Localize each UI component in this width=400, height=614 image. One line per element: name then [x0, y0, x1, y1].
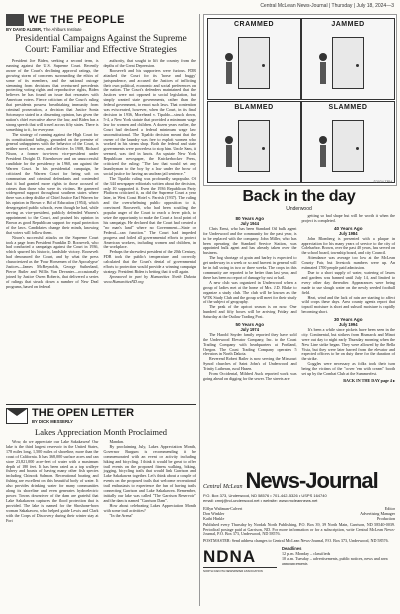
article-column-1 — [6, 59, 99, 290]
cartoon-panel — [301, 101, 395, 183]
column-subtitle: Underwood — [286, 206, 312, 212]
date-heading: July 1984 — [339, 230, 358, 236]
address-line: P.O. Box 373, Underwood, ND 58576 • 701-442-5326 • USPS 164740 — [203, 493, 327, 498]
paragraph: Goggles were necessary as folks took their turn being the victims of the "cover 'em with cream" booth set up by the Combat Club at the Summerfest. — [301, 361, 395, 377]
paragraph: The strategy of running against the High Court for its constitutional failings, grounded on the premise of general unhappiness with the behavior of the Court, is neither novel, nor new, and effective. In 1908, Richard Nixon, a former two-term vice-president under President Dwight D. Eisenhower and an unsuccessful candidate for the presidency in 1960, ran against the Warren Court. In his presidential campaign, he criticized the Warren Court for being soft on communism and criminal defendants and contended that it had granted more rights to those accused of crimes than those who were its victims. He garnered widespread support throughout southern states where there was a deep dislike of Chief Justice Earl Warren for his opinion in Brown v. Bd of Education (1954), which desegregated public schools, even though he had, while serving as vice-president, publicly defended Warren's appointment to the Court, and praised his opinion in Brown as good Republican support for equal protection of the laws. Candidates change their minds, knowing that voters will follow them. — [6, 131, 99, 235]
paragraph: How about celebrating Lakes Appreciation Month with some trail activities? — [103, 502, 196, 513]
figure-icon — [318, 136, 328, 170]
ndna-badge — [203, 547, 277, 573]
door-icon — [332, 37, 364, 89]
open-letter-column — [6, 404, 196, 523]
byline-author: BY DAVID ALDER, — [6, 27, 43, 32]
panel-caption: CRAMMED — [233, 21, 275, 28]
article-headline: Lakes Appreciation Month Proclaimed — [35, 427, 167, 437]
date-heading: July 1944 — [240, 220, 259, 226]
paragraph: John Blomberg is presented with a plaque in appreciation for his many years of service to the city of Coleharbor. Brown, over the past 40 years, has served on the school board, township board, and city Council. — [301, 235, 395, 256]
staff-role: Advertising Manager — [360, 510, 395, 516]
deadline-item: 10 a.m. Tuesday – advertisements, public notices, news and area announcements — [282, 556, 388, 566]
paragraph: Attendance was average too low at the McLean County Fair, but livestock numbers were up. An estimated 1700 people paid admission. — [301, 255, 395, 271]
envelope-icon — [6, 408, 28, 424]
paragraph: Wow, do we appreciate our Lake Sakakawea! Our lake is the third largest reservoir in the United States, 178 miles long, 1,500 miles of shoreline, more than the coast of California. It has 368,000 surface acres and can store 23,821,000 acre-feet of water with a maximum depth of 180 feet. It has been rated as a top walleye fishery and boasts of having many other fish species including Chinook Salmon. Recreational boating and fishing are excellent on this beautiful body of water. It also provides drinking water for many communities along its shoreline and even generates hydroelectric power. Towns downriver of the dam are grateful that Lake Sakakawea captures the flood protection that is provided. The lake is named for the Shoshone-born woman Sakakawea, who helped guide Lewis and Clark with the Corps of Discovery during their winter stay at Fort — [6, 439, 99, 523]
figure-icon — [224, 53, 234, 87]
history-column-1 — [203, 214, 297, 384]
paragraph: "In the Arena" — [109, 512, 134, 518]
deadline-item: 12 p.m. Monday – classifieds — [282, 551, 331, 557]
column-banner — [6, 14, 196, 26]
publication-info: Published every Thursday by Nordak North Publishing, P.O. Box 39, 39 North Main, Garrison, ND 58540-0039. Periodical postage paid at Garrison, ND. For more information or for a subscription, write Central McLean News-Journal, P.O. Box 373, Underwood, ND 58576. — [203, 521, 395, 537]
nameplate-big: News-Journal — [245, 468, 378, 493]
years-ago-heading: 50 Years Ago — [235, 322, 265, 328]
figure-icon — [224, 136, 234, 170]
staff-name: Kathi Hinkle — [203, 515, 225, 521]
continued-link[interactable]: BACK IN THE DAY page 4 ▸ — [343, 378, 395, 383]
panel-caption: SLAMMED — [328, 104, 368, 111]
paragraph: Heat, wind and the lack of rain are starting to affect wild crops these days. Area county agents report that topsoil moisture is short and subsoil moisture is rapidly becoming short. — [301, 294, 395, 315]
years-ago-heading: 40 Years Ago — [333, 225, 363, 231]
staff-role: Editor — [384, 505, 395, 511]
paragraph: Roosevelt and his supporters were furious. FDR attacked the Court for its 'horse and buggy' jurisprudence, and accused the Justices of inflicting their own political, economic and social preferences on the nation. The Court's defenders maintained that the Justices were not opposed to social legislation, but simply wanted state governments, rather than the federal government, to enact such laws. That contention was eviscerated, however, when the Court, in its final decision in 1936, Morehead v. Tipaldo—struck down, 5-4, a New York statute that provided a minimum wage law for women and children. A dozen years earlier, the Court had declared a federal minimum wage law unconstitutional. The Tipaldo decision meant that the owner of the laundry was free to exploit women who worked in his steam shop. Both the federal and state governments were powerless to stop him. Uncle Sam, it seemed, was tied in knots. An upstate New York Republican newspaper, the Knickerbocker Press, criticized the ruling: "The law that would set any laundryman to the boy by a law under the brow of social justice for having an unclean jail sentence." — [103, 67, 196, 176]
column-title: THE OPEN LETTER — [32, 407, 135, 419]
paragraph: The Tipaldo ruling was profoundly unpopular. Of the 344 newspaper editorials written about the decision, only 10 supported it. Even the 1936 Republican Party Platform criticized it, as did the Supreme Court a year later, in West Coast Hotel v. Parrish (1937). The ruling and the overwhelming public opposition to it, convinced Roosevelt, who had been scuttling the popular anger of the Court to reach a fever pitch, to seize the opportunity to make the Court a focal point of his campaign. He declared that the Court had created a "no man's land" where no Government—State or Federal—can function." The Court had impeded progress and foiled all governmental efforts to protect American workers, including women and children, in the workplace. — [103, 175, 196, 250]
paragraph: authority, that sought to lift the country from the depths of the Great Depression. — [103, 58, 196, 68]
article-column-1 — [6, 440, 99, 523]
masthead — [203, 468, 395, 573]
door-icon — [238, 37, 270, 89]
cartoon-panel — [301, 18, 395, 100]
back-in-the-day-column — [203, 188, 395, 384]
column-title: Back in the day — [242, 188, 356, 205]
paragraph: President Joe Biden, seeking a second term, is running against the U.S. Supreme Court. Recently aware of the Court's declining approval ratings, the growing storm of concerns surrounding the ethics of some of its members, and the national outrage stemming from decisions that overturned precedents protecting voting rights and reproductive rights, Biden believes he has found an issue that resonates with American voters. Fierce criticism of the Court's ruling that presidents possess breathtaking immunity from criminal prosecution, a decision that Justice Sonia Sotomayor stated in a dissenting opinion, has given the nation's chief executive above the law, and Biden has a strong speech that will travel across fifty states. There is something to it, for everyone. — [6, 58, 99, 132]
byline-org: The Ahlburs Institute — [43, 27, 82, 32]
years-ago-heading: 80 Years Ago — [235, 216, 265, 221]
ndna-logo: NDNA — [203, 547, 257, 567]
we-the-people-column — [6, 14, 196, 290]
deadlines-title: Deadlines — [282, 546, 302, 552]
deadlines-box — [282, 547, 395, 573]
door-icon — [332, 120, 364, 172]
panel-caption: JAMMED — [331, 21, 365, 28]
contact-line: email: cmnj@nd-underwood.net • website: www.mcleannews.net — [203, 497, 318, 503]
paragraph: The peak of the apricot season is on now. One hundred and fifty boxes will be arriving Friday and Saturday at the Outlaw Trading Post. — [203, 304, 297, 320]
panel-caption: BLAMMED — [234, 104, 274, 111]
header-line: Central McLean News-Journal | Thursday | July 18, 2024—3 — [260, 3, 394, 9]
history-column-2 — [302, 214, 396, 384]
article-column-2 — [104, 59, 197, 290]
paragraph: By proclaiming July, Lakes Appreciation Month, Governor Burgum is recommending it be commemorated with an event or activity including hiking and bicycling. I think it would be great to offer trail events on the proposed fitness walking, biking, jogging, bicycling trails that would link Garrison and Lake Sakakawea together. Let's think about a couple of events on the proposed trails that welcome recreational trail enthusiasts to experience the fun of having trails connecting Garrison and Lake Sakakawea. Remember, initially our lake was called "The Garrison Reservoir" and the dam is named "Garrison Dam". — [103, 443, 196, 503]
paragraph: getting so bad shape but will be worth it when the project is completed. — [301, 213, 395, 223]
paragraph: The Harold Snyder family reported they have sold the Underwood Elevator Company, Inc. to the Coast Trading Company with headquarters at Portland, Oregon. The Coast Trading Company operates 5 elevators in North Dakota. — [203, 331, 297, 357]
article-column-2 — [104, 440, 197, 523]
paragraph: Mandan. — [109, 439, 124, 444]
byline — [6, 27, 196, 32]
nameplate-small: Central McLean — [203, 484, 243, 490]
postmaster-info: POSTMASTER: Send address changes to Central McLean News-Journal, P.O. Box 373, Underwood, ND 58576. — [203, 538, 389, 544]
paragraph: Chris Ernst, who has been Standard Oil bulk agent for Underwood and the community for the past year, is to be replaced with the company. John Miller, who has been operating the Standard Service Station, was appointed bulk agent and has already taken over the business. — [203, 225, 297, 256]
sponsor-note: Sponsored in part by Humanities North Dakota www.HumanitiesND.org — [103, 273, 196, 284]
staff-row — [203, 516, 395, 521]
byline: BY DICK MESSERLY — [32, 419, 73, 424]
column-title: WE THE PEOPLE — [28, 14, 125, 26]
paragraph: Nixon's successful attacks on the Supreme Court took a page from President Franklin D. Roosevelt, who had conducted a campaign against the Court in 1936, which spurred his historic, landslide victory. Roosevelt had denounced the Court, and by what the press characterized as the 'Four Horsemen of the Apocalypse' Justices—James McReynolds, George Sutherland, Pierce Butler and Willis Van Devanter—occasionally joined by Justice Owen Roberts, that delivered a series of rulings that struck down a number of New Deal programs, based on federal — [6, 234, 99, 289]
cartoon-panel — [207, 101, 301, 183]
date-heading: July 1974 — [240, 326, 259, 332]
column-divider — [199, 14, 200, 606]
paragraph: It's been a while since pickets have been seen in the city. Continental, but strikers from Bismarck and Minot were out day to night early Thursday morning when the New Line strike began. They were allowed by the Bella Vista, but they were later barred from the elevator and expected officers to be on duty there for the duration of the strike. — [301, 326, 395, 362]
editorial-cartoon — [203, 14, 397, 186]
years-ago-heading: 30 Years Ago — [333, 317, 363, 323]
paragraph: The hog shortage of grain and barley is expected to get underway in a week or so and harvest in general will be in full swing in two or three weeks. The crops in this community are reported to be better than last year, and there has been no report of damage by rust or hail. — [203, 255, 297, 280]
page-header — [0, 0, 400, 12]
paragraph: Perhaps the shrewdest president of the 20th Century, FDR took the public's temperature and correctly calculated that the Court's denial of governmental efforts to protection would provide a winning campaign strategy. President Biden is betting that it will again. — [103, 249, 196, 274]
we-the-people-icon — [6, 14, 24, 26]
paragraph: Due to a short supply of water, watering of lawns and gardens was banned until July 14, and limited to every other day thereafter. Appearances were being made to use slough water on the newly seeded football field. — [301, 269, 395, 295]
staff-name: Don Winkler — [203, 510, 225, 516]
cartoon-panel — [207, 18, 301, 100]
staff-list — [203, 506, 395, 521]
paragraph: A new club was organized in Underwood when a group of ladies met at the home of Mrs. J.D. Blake to organize a study club. The club will be known as the WTK Study Club and the group will meet for their study of the subject of geography. — [203, 279, 297, 305]
door-icon — [238, 120, 270, 172]
date-heading: July 1994 — [339, 322, 358, 328]
ndna-tagline: NORTH DAKOTA NEWSPAPER ASSOCIATION — [203, 567, 277, 573]
figure-icon — [318, 53, 328, 87]
cartoon-credit: ©2024 TPM — [373, 180, 392, 184]
paragraph: Reverend Robert Bailer is now serving the Missouri Synod churches of Saint John's of Underwood and Trinity Lutheran, rural Hazen. — [203, 356, 297, 372]
newspaper-nameplate — [203, 468, 395, 494]
article-headline: Presidential Campaigns Against the Supreme Court: Familiar and Effective Strategies — [15, 34, 187, 55]
paragraph: From Occidental, Mildred Auck reported work was going ahead on digging for the sewer. The streets are — [203, 371, 297, 381]
staff-name: Elflyn Waltman-Calvert — [203, 505, 243, 511]
staff-role: Production — [377, 515, 395, 521]
column-banner — [6, 404, 196, 424]
